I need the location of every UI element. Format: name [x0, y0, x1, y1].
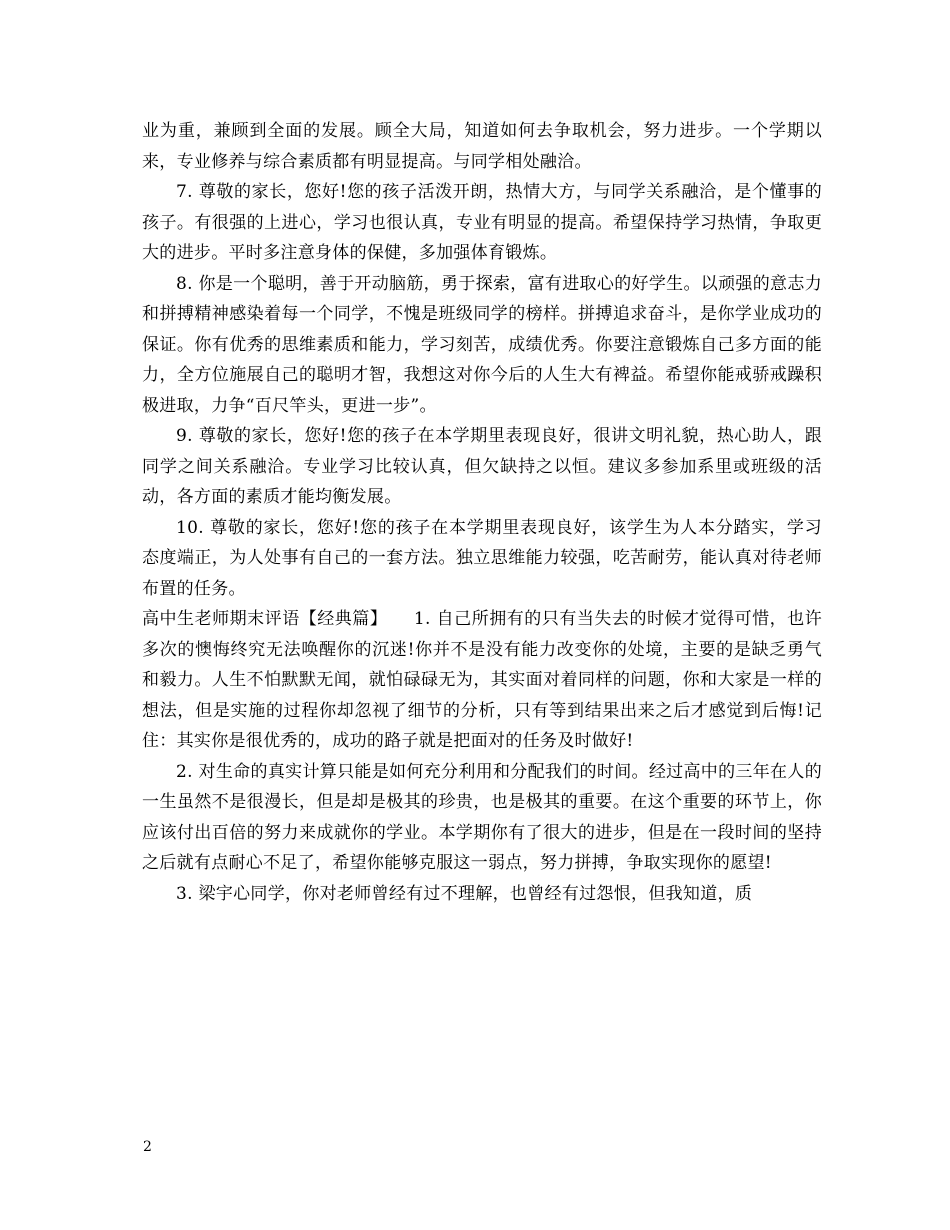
paragraph-item-8: 8. 你是一个聪明，善于开动脑筋，勇于探索，富有进取心的好学生。以顽强的意志力和拼搏精神感染着每一个同学，不愧是班级同学的榜样。拼搏追求奋斗，是你学业成功的保证。你有优秀的思维素质和能力，学习刻苦，成绩优秀。你要注意锻炼自己多方面的能力，全方位施展自己的聪明才智，我想这对你今后的人生大有裨益。希望你能戒骄戒躁积极进取，力争“百尺竿头，更进一步”。: [142, 273, 822, 416]
paragraph-item-7: 7. 尊敬的家长，您好!您的孩子活泼开朗，热情大方，与同学关系融洽，是个懂事的孩子。有很强的上进心，学习也很认真，专业有明显的提高。希望保持学习热情，争取更大的进步。平时多注意身体的保健，多加强体育锻炼。: [142, 182, 822, 263]
paragraph-item-9: 9. 尊敬的家长，您好!您的孩子在本学期里表现良好，很讲文明礼貌，热心助人，跟同学之间关系融洽。专业学习比较认真，但欠缺持之以恒。建议多参加系里或班级的活动，各方面的素质才能均衡发展。: [142, 426, 822, 507]
page-number: 2: [143, 1139, 152, 1155]
paragraph-continuation: 业为重，兼顾到全面的发展。顾全大局，知道如何去争取机会，努力进步。一个学期以来，专业修养与综合素质都有明显提高。与同学相处融洽。: [142, 121, 822, 172]
document-body: [142, 116, 822, 909]
paragraph-item-10: 10. 尊敬的家长，您好!您的孩子在本学期里表现良好，该学生为人本分踏实，学习态度端正，为人处事有自己的一套方法。独立思维能力较强，吃苦耐劳，能认真对待老师布置的任务。: [142, 517, 822, 599]
paragraph-item-2: 2. 对生命的真实计算只能是如何充分利用和分配我们的时间。经过高中的三年在人的一生虽然不是很漫长，但是却是极其的珍贵，也是极其的重要。在这个重要的环节上，你应该付出百倍的努力来成就你的学业。本学期你有了很大的进步，但是在一段时间的坚持之后就有点耐心不足了，希望你能够克服这一弱点，努力拼搏，争取实现你的愿望!: [142, 761, 822, 873]
section-heading-paragraph: 高中生老师期末评语【经典篇】 1. 自己所拥有的只有当失去的时候才觉得可惜，也许多次的懊悔终究无法唤醒你的沉迷!你并不是没有能力改变你的处境，主要的是缺乏勇气和毅力。人生不怕默默无闻，就怕碌碌无为，其实面对着同样的问题，你和大家是一样的想法，但是实施的过程你却忽视了细节的分析，只有等到结果出来之后才感觉到后悔!记住：其实你是很优秀的，成功的路子就是把面对的任务及时做好!: [142, 609, 822, 751]
paragraph-item-3: 3. 梁宇心同学，你对老师曾经有过不理解，也曾经有过怨恨，但我知道，质: [176, 883, 753, 904]
